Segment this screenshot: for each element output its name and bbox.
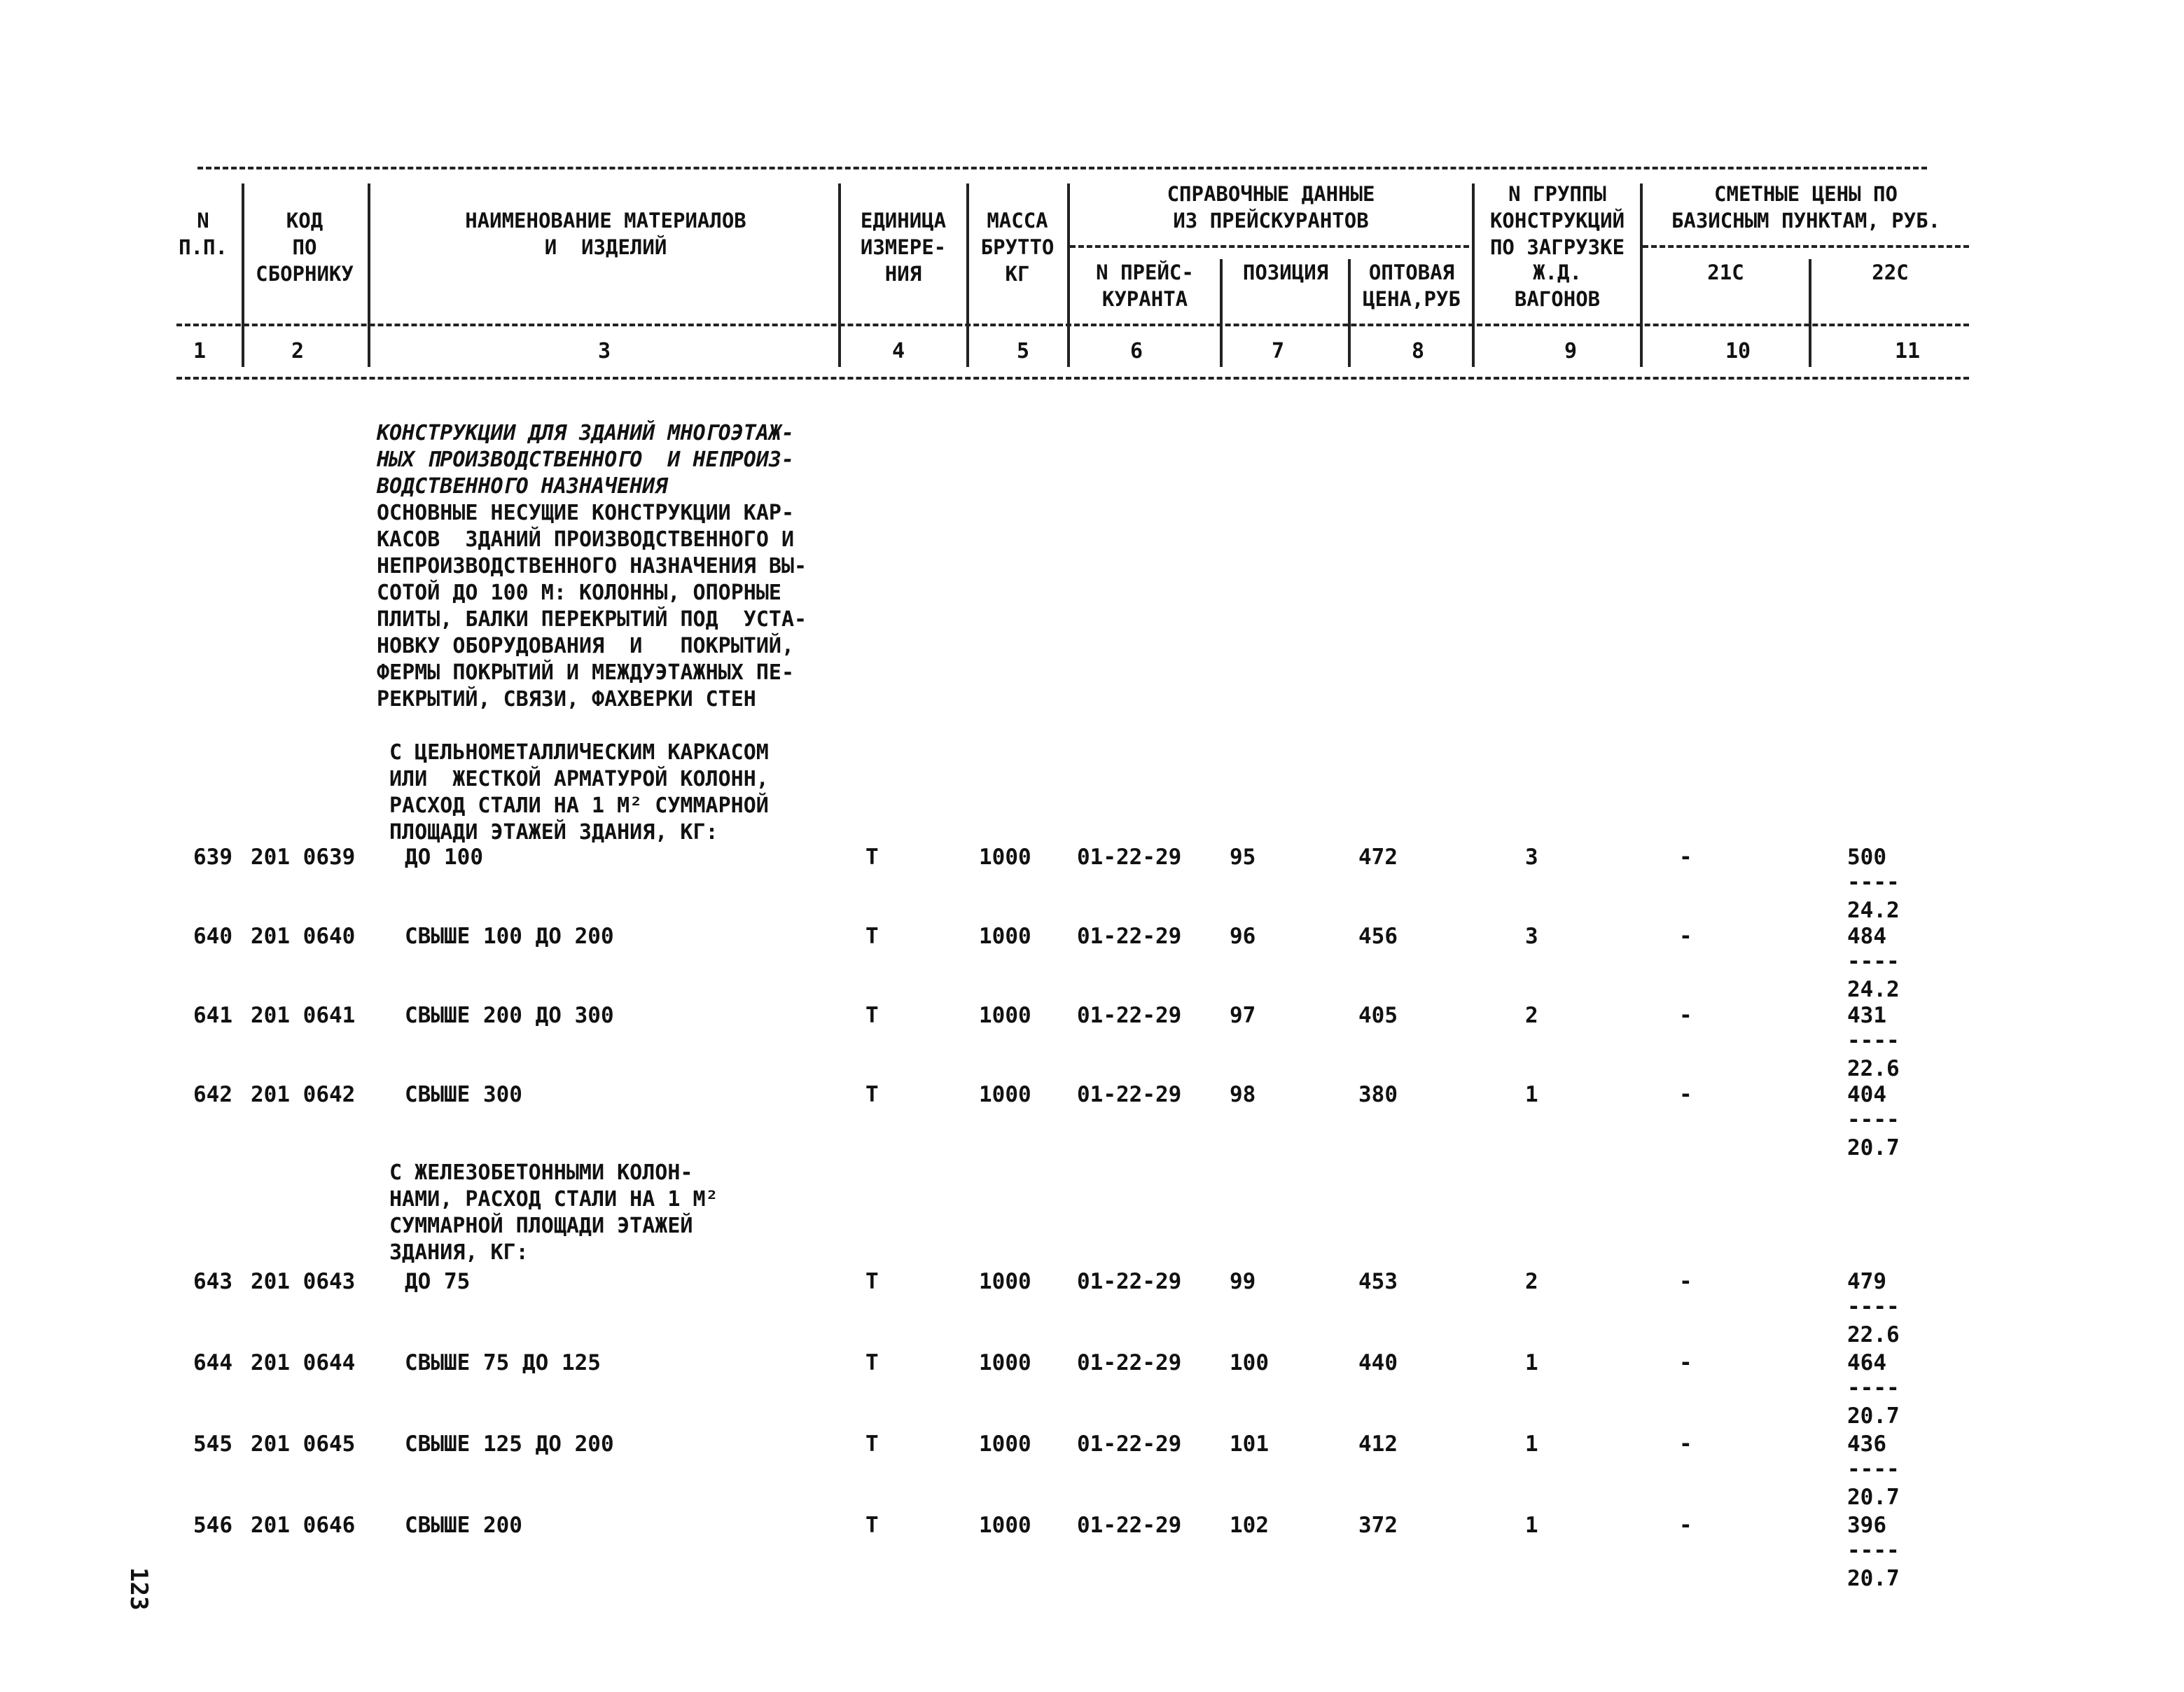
column-number: 6 xyxy=(1130,339,1143,363)
row-price-22c: 436 xyxy=(1847,1431,1886,1457)
column-number: 11 xyxy=(1895,339,1921,363)
row-price-22c: 500 xyxy=(1847,845,1886,870)
row-name: СВЫШЕ 75 ДО 125 xyxy=(405,1350,601,1375)
row-price-list: 01-22-29 xyxy=(1077,924,1182,949)
row-name: СВЫШЕ 200 xyxy=(405,1513,522,1538)
hdr-col9-bottom: Ж.Д. ВАГОНОВ xyxy=(1514,261,1601,311)
row-number: 640 xyxy=(193,924,232,949)
row-group: 2 xyxy=(1525,1003,1538,1028)
row-price-22c-sub: 22.6 xyxy=(1847,1056,1900,1081)
row-price-21c: - xyxy=(1679,1350,1692,1375)
hdr-col7: ПОЗИЦИЯ xyxy=(1242,261,1329,284)
row-code: 201 0640 xyxy=(251,924,356,949)
column-number: 4 xyxy=(892,339,905,363)
row-position: 102 xyxy=(1230,1513,1269,1538)
price-fraction-line: ---- xyxy=(1847,1107,1900,1132)
ref-group-rule xyxy=(1070,245,1469,248)
row-price-22c: 431 xyxy=(1847,1003,1886,1028)
row-code: 201 0646 xyxy=(251,1513,356,1538)
row-mass: 1000 xyxy=(979,1269,1031,1294)
row-name: ДО 100 xyxy=(405,845,483,870)
row-unit: Т xyxy=(865,1431,879,1457)
row-group: 2 xyxy=(1525,1269,1538,1294)
header-top-rule xyxy=(197,167,1927,169)
column-number: 9 xyxy=(1564,339,1578,363)
row-group: 1 xyxy=(1525,1082,1538,1107)
column-number: 5 xyxy=(1017,339,1030,363)
group1-heading: С ЦЕЛЬНОМЕТАЛЛИЧЕСКИМ КАРКАСОМ ИЛИ ЖЕСТКОЙ АРМАТУРОЙ КОЛОНН, РАСХОД СТАЛИ НА 1 М² СУММАРНОЙ ПЛОЩАДИ ЭТАЖЕЙ ЗДАНИЯ, КГ: xyxy=(389,740,769,845)
hdr-ref-group: СПРАВОЧНЫЕ ДАННЫЕ ИЗ ПРЕЙСКУРАНТОВ xyxy=(1167,182,1375,233)
row-code: 201 0642 xyxy=(251,1082,356,1107)
row-price-22c: 396 xyxy=(1847,1513,1886,1538)
row-name: СВЫШЕ 125 ДО 200 xyxy=(405,1431,614,1457)
row-unit: Т xyxy=(865,1513,879,1538)
price-fraction-line: ---- xyxy=(1847,1294,1900,1319)
column-number: 7 xyxy=(1272,339,1285,363)
row-unit: Т xyxy=(865,1269,879,1294)
hdr-col3: НАИМЕНОВАНИЕ МАТЕРИАЛОВ И ИЗДЕЛИЙ xyxy=(465,209,746,259)
row-code: 201 0643 xyxy=(251,1269,356,1294)
header-bottom-rule xyxy=(176,377,1969,380)
row-price-22c: 404 xyxy=(1847,1082,1886,1107)
row-price-list: 01-22-29 xyxy=(1077,1269,1182,1294)
row-mass: 1000 xyxy=(979,1350,1031,1375)
row-wholesale: 456 xyxy=(1358,924,1398,949)
price-group-rule xyxy=(1643,245,1969,248)
row-code: 201 0639 xyxy=(251,845,356,870)
row-price-22c-sub: 24.2 xyxy=(1847,977,1900,1002)
price-fraction-line: ---- xyxy=(1847,1457,1900,1482)
row-price-21c: - xyxy=(1679,1269,1692,1294)
row-unit: Т xyxy=(865,1003,879,1028)
row-mass: 1000 xyxy=(979,1513,1031,1538)
hdr-col6: N ПРЕЙС- КУРАНТА xyxy=(1096,261,1194,311)
row-number: 642 xyxy=(193,1082,232,1107)
row-code: 201 0641 xyxy=(251,1003,356,1028)
hdr-col5: МАССА БРУТТО КГ xyxy=(980,209,1055,286)
row-mass: 1000 xyxy=(979,845,1031,870)
hdr-col2: КОД ПО СБОРНИКУ xyxy=(256,209,354,286)
hdr-price-group: СМЕТНЫЕ ЦЕНЫ ПО БАЗИСНЫМ ПУНКТАМ, РУБ. xyxy=(1671,182,1941,233)
row-mass: 1000 xyxy=(979,1003,1031,1028)
row-price-list: 01-22-29 xyxy=(1077,845,1182,870)
row-wholesale: 380 xyxy=(1358,1082,1398,1107)
price-fraction-line: ---- xyxy=(1847,1375,1900,1401)
row-price-22c: 464 xyxy=(1847,1350,1886,1375)
row-number: 639 xyxy=(193,845,232,870)
header-mid-rule xyxy=(176,324,1969,326)
row-group: 1 xyxy=(1525,1431,1538,1457)
row-name: СВЫШЕ 200 ДО 300 xyxy=(405,1003,614,1028)
row-position: 99 xyxy=(1230,1269,1256,1294)
row-price-list: 01-22-29 xyxy=(1077,1350,1182,1375)
row-wholesale: 372 xyxy=(1358,1513,1398,1538)
row-price-list: 01-22-29 xyxy=(1077,1513,1182,1538)
price-fraction-line: ---- xyxy=(1847,870,1900,895)
row-group: 3 xyxy=(1525,924,1538,949)
price-fraction-line: ---- xyxy=(1847,1028,1900,1053)
column-number: 8 xyxy=(1412,339,1425,363)
row-code: 201 0644 xyxy=(251,1350,356,1375)
page-number: 123 xyxy=(125,1567,153,1611)
row-wholesale: 453 xyxy=(1358,1269,1398,1294)
section-subtitle: ОСНОВНЫЕ НЕСУЩИЕ КОНСТРУКЦИИ КАР- КАСОВ ЗДАНИЙ ПРОИЗВОДСТВЕННОГО И НЕПРОИЗВОДСТВЕННОГО НАЗНАЧЕНИЯ ВЫ- СОТОЙ ДО 100 М: КОЛОННЫ, ОПОРНЫЕ ПЛИТЫ, БАЛКИ ПЕРЕКРЫТИЙ ПОД УСТА- НОВКУ ОБОРУДОВАНИЯ И ПОКРЫТИЙ, ФЕРМЫ ПОКРЫТИЙ И МЕЖДУЭТАЖНЫХ ПЕ- РЕКРЫТИЙ, СВЯЗИ, ФАХВЕРКИ СТЕН xyxy=(377,501,807,712)
column-number: 10 xyxy=(1725,339,1751,363)
price-fraction-line: ---- xyxy=(1847,949,1900,974)
row-price-22c-sub: 20.7 xyxy=(1847,1566,1900,1591)
row-price-22c-sub: 20.7 xyxy=(1847,1403,1900,1429)
row-wholesale: 440 xyxy=(1358,1350,1398,1375)
row-number: 644 xyxy=(193,1350,232,1375)
row-unit: Т xyxy=(865,924,879,949)
row-price-21c: - xyxy=(1679,1431,1692,1457)
row-price-21c: - xyxy=(1679,1003,1692,1028)
row-wholesale: 412 xyxy=(1358,1431,1398,1457)
row-price-22c-sub: 24.2 xyxy=(1847,898,1900,923)
group2-heading: С ЖЕЛЕЗОБЕТОННЫМИ КОЛОН- НАМИ, РАСХОД СТАЛИ НА 1 М² СУММАРНОЙ ПЛОЩАДИ ЭТАЖЕЙ ЗДАНИЯ, КГ: xyxy=(389,1160,718,1265)
hdr-col8: ОПТОВАЯ ЦЕНА,РУБ xyxy=(1363,261,1461,311)
row-position: 101 xyxy=(1230,1431,1269,1457)
hdr-col9-top: N ГРУППЫ КОНСТРУКЦИЙ ПО ЗАГРУЗКЕ xyxy=(1489,182,1625,259)
row-position: 95 xyxy=(1230,845,1256,870)
row-number: 643 xyxy=(193,1269,232,1294)
hdr-col1: N П.П. xyxy=(179,209,228,259)
row-price-21c: - xyxy=(1679,924,1692,949)
row-position: 96 xyxy=(1230,924,1256,949)
row-wholesale: 405 xyxy=(1358,1003,1398,1028)
row-price-21c: - xyxy=(1679,1513,1692,1538)
row-name: ДО 75 xyxy=(405,1269,471,1294)
row-number: 546 xyxy=(193,1513,232,1538)
row-mass: 1000 xyxy=(979,1082,1031,1107)
row-group: 1 xyxy=(1525,1513,1538,1538)
row-position: 100 xyxy=(1230,1350,1269,1375)
row-price-22c-sub: 22.6 xyxy=(1847,1322,1900,1347)
row-price-list: 01-22-29 xyxy=(1077,1003,1182,1028)
row-unit: Т xyxy=(865,845,879,870)
hdr-col4: ЕДИНИЦА ИЗМЕРЕ- НИЯ xyxy=(860,209,947,286)
row-unit: Т xyxy=(865,1350,879,1375)
row-price-22c-sub: 20.7 xyxy=(1847,1485,1900,1510)
row-price-22c: 479 xyxy=(1847,1269,1886,1294)
row-group: 3 xyxy=(1525,845,1538,870)
row-position: 98 xyxy=(1230,1082,1256,1107)
row-price-21c: - xyxy=(1679,1082,1692,1107)
price-fraction-line: ---- xyxy=(1847,1538,1900,1563)
section-title: КОНСТРУКЦИИ ДЛЯ ЗДАНИЙ МНОГОЭТАЖ- НЫХ ПРОИЗВОДСТВЕННОГО И НЕПРОИЗ- ВОДСТВЕННОГО НАЗНАЧЕНИЯ xyxy=(377,421,795,499)
hdr-col11: 22С xyxy=(1872,261,1909,284)
row-group: 1 xyxy=(1525,1350,1538,1375)
row-price-list: 01-22-29 xyxy=(1077,1082,1182,1107)
row-name: СВЫШЕ 300 xyxy=(405,1082,522,1107)
row-price-22c-sub: 20.7 xyxy=(1847,1135,1900,1160)
row-price-21c: - xyxy=(1679,845,1692,870)
row-number: 545 xyxy=(193,1431,232,1457)
row-mass: 1000 xyxy=(979,924,1031,949)
row-position: 97 xyxy=(1230,1003,1256,1028)
row-price-list: 01-22-29 xyxy=(1077,1431,1182,1457)
row-number: 641 xyxy=(193,1003,232,1028)
row-mass: 1000 xyxy=(979,1431,1031,1457)
row-code: 201 0645 xyxy=(251,1431,356,1457)
row-price-22c: 484 xyxy=(1847,924,1886,949)
row-wholesale: 472 xyxy=(1358,845,1398,870)
column-number: 1 xyxy=(193,339,207,363)
row-unit: Т xyxy=(865,1082,879,1107)
column-number: 2 xyxy=(291,339,305,363)
column-number: 3 xyxy=(598,339,611,363)
row-name: СВЫШЕ 100 ДО 200 xyxy=(405,924,614,949)
hdr-col10: 21С xyxy=(1707,261,1744,284)
